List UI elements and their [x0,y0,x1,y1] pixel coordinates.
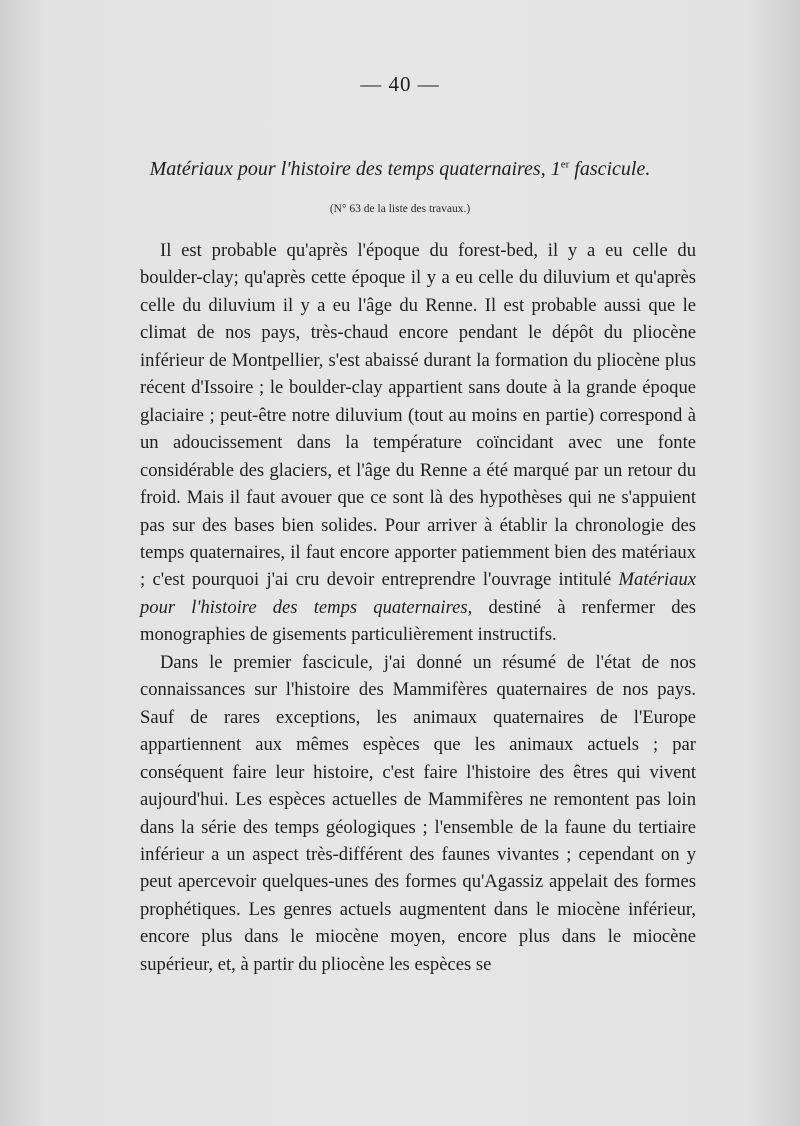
body-text [140,237,696,978]
paragraph-1-text-a: Il est probable qu'après l'époque du forest-bed, il y a eu celle du boulder-clay; qu'après cette époque il y a eu celle du diluvium et qu'après celle du diluvium il y a eu l'âge du Renne. Il est probable aussi que le climat de nos pays, très-chaud encore pendant le dépôt du pliocène inférieur de Montpellier, s'est abaissé durant la formation du pliocène plus récent d'Issoire ; le boulder-clay appartient sans doute à la grande époque glaciaire ; peut-être notre diluvium (tout au moins en partie) correspond à un adoucissement dans la température coïncidant avec une fonte considérable des glaciers, et l'âge du Renne a été marqué par un retour du froid. Mais il faut avouer que ce sont là des hypothèses qui ne s'appuient pas sur des bases bien solides. Pour arriver à établir la chronologie des temps quaternaires, il faut encore apporter patiemment bien des matériaux ; c'est pourquoi j'ai cru devoir entreprendre l'ouvrage intitulé [140,240,696,591]
paragraph-1-italic-title: Matériaux pour l'histoire des temps quaternaires [140,569,696,618]
reference-note: (N° 63 de la liste des travaux.) [329,203,471,215]
section-title-end: fascicule. [569,158,651,180]
paragraph-1 [140,237,696,649]
section-title-main: Matériaux pour l'histoire des temps quaternaires, 1 [149,158,561,180]
section-title [0,158,800,181]
paragraph-1-text-b: , destiné à renfermer des monographies de gisements particulièrement instructifs. [140,596,697,646]
paragraph-2: Dans le premier fascicule, j'ai donné un résumé de l'état de nos connaissances sur l'histoire des Mammifères quaternaires de nos pays. Sauf de rares exceptions, les animaux quaternaires de l'Europe appartiennent aux mêmes espèces que les animaux actuels ; par conséquent faire leur histoire, c'est faire l'histoire des êtres qui vivent aujourd'hui. Les espèces actuelles de Mammifères ne remontent pas loin dans la série des temps géologiques ; l'ensemble de la faune du tertiaire inférieur a un aspect très-différent des faunes vivantes ; cependant on y peut apercevoir quelques-unes des formes qu'Agassiz appelait des formes prophétiques. Les genres actuels augmentent dans le miocène inférieur, encore plus dans le miocène moyen, encore plus dans le miocène supérieur, et, à partir du pliocène les espèces se [140,651,696,975]
page-number: — 40 — [360,72,440,96]
section-title-superscript: er [560,158,570,171]
